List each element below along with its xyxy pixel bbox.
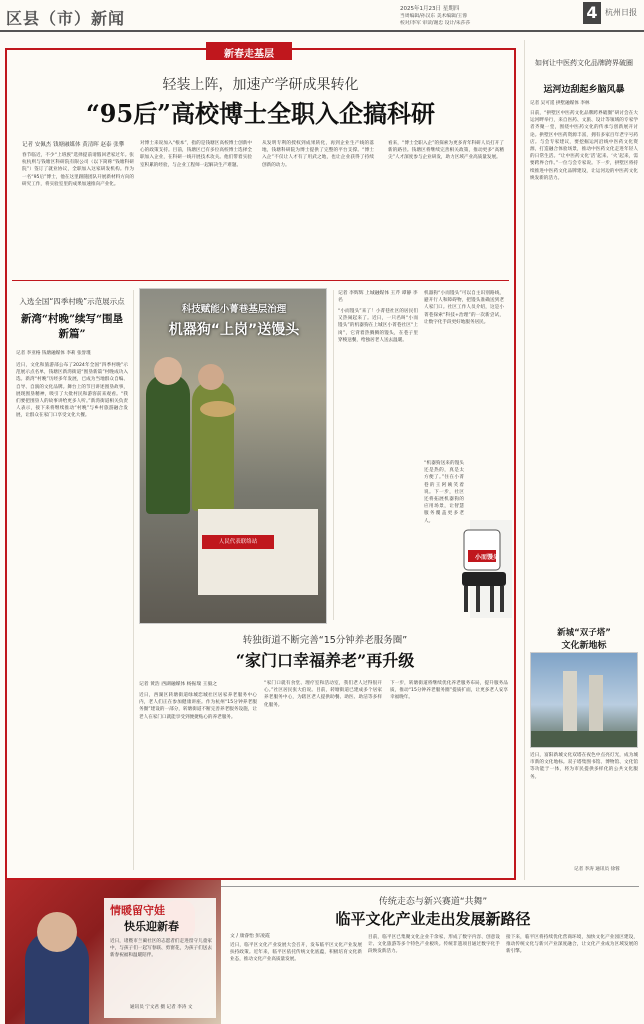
center-text-3: 下一步，转塘街道将继续优化养老服务布局，提升服务品质，推动“15分钟养老服务圈”提质扩面，让更多老人安享幸福晚年。	[390, 681, 508, 701]
bottom-left-kicker: 情暖留守娃	[110, 904, 165, 917]
right-mid-caption: 近日，富阳新城文化双塔在夜色中点亮灯光，成为城市新的文化地标。双子塔集图书馆、博物馆、文化馆等功能于一体，将为市民提供多样化的公共文化服务。	[530, 753, 638, 780]
person-left-head	[154, 357, 182, 385]
steamer-table	[198, 509, 318, 595]
center-text-1: 近日，西湖区转塘街道绿城恋城社区居家养老服务中心内，老人们正在参加健康讲座。作为杭州“15分钟养老服务圈”建设的一部分，转塘街道不断完善养老服务设施，让老人在家门口就能享受到便捷贴心的养老服务。	[139, 693, 257, 720]
right-mid-byline: 记者 李涛 通讯员 徐蓉	[574, 867, 620, 872]
twin-tower-photo	[530, 652, 638, 748]
date-line: 2025年1月23日 星期四	[400, 6, 460, 12]
masthead	[0, 0, 644, 32]
left-story-byline: 记者 李亚格 钱塘融媒体 李莉 张誉瑾	[16, 351, 91, 356]
bottom-left-title: 快乐迎新春	[124, 920, 179, 933]
left-story-text: 近日，文化和旅游部公布了2024年全国“四季村晚”示范展示点名单，钱塘区新湾街道“围垦新篇”村晚成功入选。新湾“村晚”历经多年发展，已成为当地群众自编、自导、自演的文化品牌。舞台上的节目讲述围垦故事，展现围垦精神，吸引了大批村民和游客前来观看。“我们要把围垦人的故事讲给更多人听。”新湾街道相关负责人表示，接下来将继续推动“村晚”与乡村旅游融合发展，让群众在家门口享受文化大餐。	[16, 363, 128, 419]
page-number: 4	[583, 2, 601, 24]
lead-byline: 记者 安佩杰 钱塘融媒体 黄清晖 赵泰 张攀	[22, 142, 125, 148]
right-top-text: 日前，“拱墅区中医药文化品牌跨界破圈”研讨会在大运河畔举行，来自医药、文旅、设计等领域的专家学者齐聚一堂，围绕中医药文化的传承与创新展开讨论。拱墅区中医药资源丰富，拥有多家百年老字号药店。与会专家建议，要挖掘运河沿线中医药文化资源，打造融合体验场景，推动中医药文化走进年轻人的日常生活。“让中医药文化‘活’起来、‘火’起来，需要跨界合作。”一位与会专家说。下一步，拱墅区将持续推进中医药文化品牌建设，让运河边的中医药文化焕发新的活力。	[530, 111, 638, 181]
center-title: “家门口幸福养老”再升级	[235, 651, 415, 670]
lead-col-4: 看来，“博士全职入企”的探索为更多青年科研人员打开了新的路径。钱塘区将继续完善相关政策，推动更多“高精尖”人才深度参与企业研发，助力区域产业高质量发展。	[388, 141, 504, 161]
bottom-text-3: 接下来，临平区将持续优化营商环境，加快文化产业园区建设，推动传统文化与新兴产业深度融合，让文化产业成为区域发展的新引擎。	[506, 935, 638, 955]
right-mid-title: 文化新地标	[561, 641, 607, 651]
photo-sign: 人民代表联络站	[202, 535, 274, 549]
bottom-left-byline: 通讯员 宁文君 摄 记者 李涛 文	[130, 1005, 193, 1010]
bottom-left-text: 近日，诸暨市兰蔺社区的志愿者们走进留守儿童家中，与孩子们一起写春联、剪窗花，为孩子们送去新春祝福和温暖陪伴。	[110, 939, 212, 959]
lead-kicker: 新春走基层	[224, 49, 274, 60]
robot-dog-label: 小而馒头	[474, 554, 499, 561]
lead-col-2: 对博士来说加入“根本”，指的是钱塘区高校博士创新中心的政策支持。目前，钱塘区已有多位高校博士选择全职加入企业，在科研一线开展技术攻关。他们带着实验室积累的经验，与企业工程师一起解决生产难题。	[140, 141, 252, 168]
center-byline: 记者 黄浩 西湖融媒体 杨振瑞 王毅之	[139, 682, 218, 687]
lead-col-1: 春节临近，不少“上班族”选择提前请假回老家过年。张杭杭则与钱塘区科研院有限公司（以下简称“钱塘科研院”）签订了就业协议，全职加入这家研发机构。作为一名“95后”博士，他在这里跟随团队开展新材料方向的研究工作，将实验室里的成果加速推向产业化。	[22, 153, 134, 187]
second-text-2: 机器狗“小而馒头”可以自主识别路线，避开行人和障碍物，把馒头准确送到老人家门口。社区工作人员介绍，这是小菁巷探索“科技+治理”的一次新尝试，让数字化手段更好地服务居民。	[424, 291, 504, 325]
person-left-figure	[146, 374, 190, 514]
proof-line: 校对/李军 审读/谢忠 设计/朱莎莎	[400, 21, 471, 26]
left-story-kicker: 入选全国“四季村晚”示范展示点	[19, 297, 125, 306]
second-byline: 记者 李辉辉 上城融媒体 王芹 谭静 李名	[338, 291, 418, 303]
right-mid-kicker: 新城“双子塔”	[557, 628, 611, 638]
lead-title: “95后”高校博士全职入企搞科研	[85, 99, 435, 128]
lead-col-3: 从发明专利的授权到成果转化，再到企业生产线的落地，钱塘科研院为博士提供了完整的平台支撑。“博士入企”不仅让人才有了用武之地，也让企业获得了持续创新的动力。	[262, 141, 374, 168]
center-kicker: 转独街道不断完善“15分钟养老服务圈”	[242, 635, 408, 646]
bottom-text-1: 近日，临平区文化产业发展大会召开，发布临平区文化产业发展扶持政策。近年来，临平区依托传统文化底蕴，积极培育文化新业态，推动文化产业高质量发展。	[230, 943, 362, 963]
robot-dog-photo	[139, 288, 327, 624]
river-bank	[531, 731, 638, 748]
bottom-kicker: 传统走态与新兴赛道“共舞”	[378, 897, 488, 907]
editor-line: 当周编辑/孙汉东 美术编辑/王蓉	[400, 14, 468, 19]
second-text-1: “小而馒头”来了！小菁巷社区的居民们又热闹起来了。近日，一只名叫“小而馒头”的机器狗在上城区小菁巷社区“上岗”，它背着热腾腾的馒头，在巷子里穿梭送餐，给独居老人送去温暖。	[338, 309, 418, 343]
right-top-title: 运河边刮起乡脑风暴	[543, 85, 625, 95]
bottom-title: 临平文化产业走出发展新路径	[335, 910, 531, 928]
second-text-3: “机器狗送来的馒头还是热的，真是太方便了。”住在小菁巷的王阿姨笑着说。下一步，社区还将拓展机器狗的应用场景，让智慧服务覆盖更多老人。	[424, 461, 464, 524]
right-top-byline: 记者 吴可遥 拱墅融媒体 李林	[530, 101, 590, 106]
paper-name: 杭州日报	[605, 8, 637, 17]
right-top-kicker: 如何让中医药文化品牌跨界破圈	[535, 59, 633, 67]
person-right-head	[198, 364, 224, 390]
section-title: 区县（市）新闻	[6, 9, 126, 28]
lead-divider	[12, 280, 509, 281]
robot-dog-icon	[456, 520, 514, 620]
photo-caption-main: 机器狗“上岗”送馒头	[168, 322, 300, 338]
center-text-2: “家门口就有食堂、理疗室和活动室，我们老人过得很开心。”社区居民张大伯说。目前，转塘街道已建成多个居家养老服务中心，为辖区老人提供助餐、助医、助洁等多样化服务。	[264, 681, 382, 708]
lead-subtitle: 轻装上阵，加速产学研成果转化	[162, 77, 359, 93]
child-head	[37, 912, 77, 952]
bottom-byline: 文 / 康睿怡 彭凌霞	[230, 934, 270, 939]
left-story-title: 新湾“村晚”续写“围垦新篇”	[20, 313, 124, 340]
robot-dog-graphic	[456, 520, 514, 620]
basket	[200, 401, 236, 417]
photo-caption-top: 科技赋能小菁巷基层治理	[181, 304, 287, 315]
bottom-text-2: 目前，临平区已集聚文化企业千余家，形成了数字内容、创意设计、文化旅游等多个特色产业板块。传统非遗项目通过数字化手段焕发新活力。	[368, 935, 500, 955]
